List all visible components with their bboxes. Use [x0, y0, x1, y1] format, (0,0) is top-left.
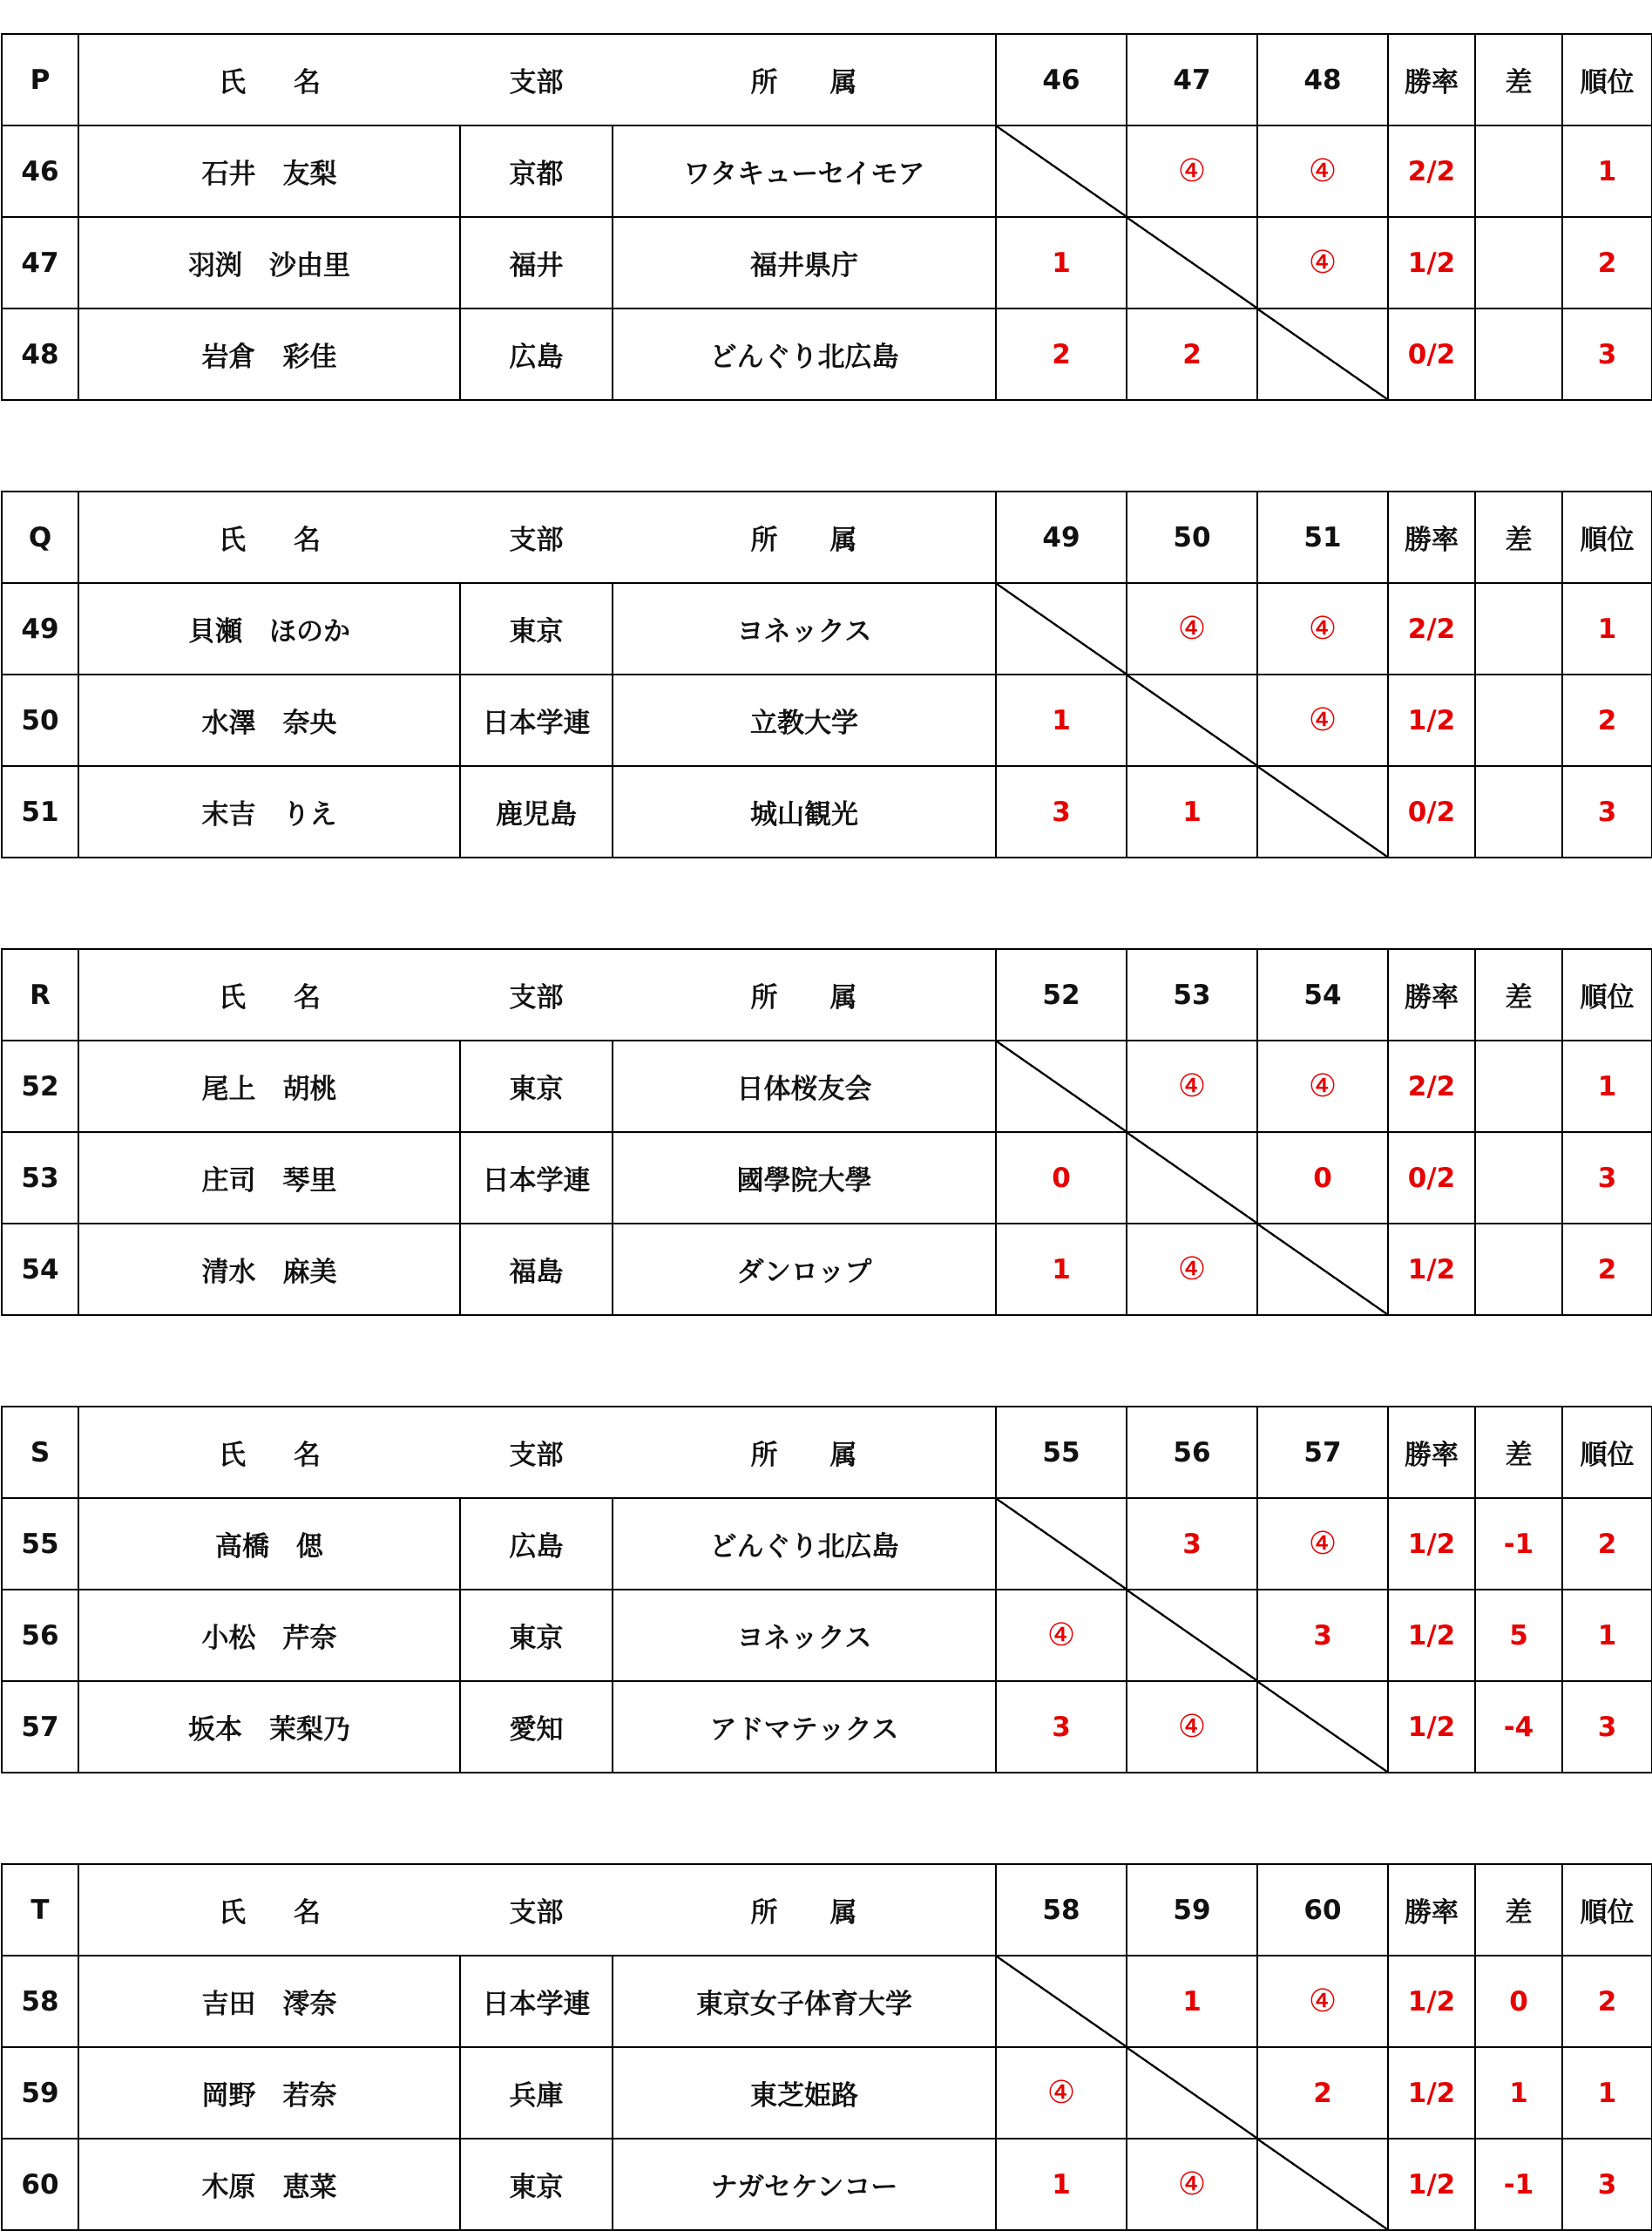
group-letter: P — [2, 34, 78, 125]
player-affiliation: ワタキューセイモア — [613, 125, 996, 217]
player-affiliation: どんぐり北広島 — [613, 1498, 996, 1590]
player-rank: 1 — [1562, 1041, 1652, 1132]
match-score: ④ — [1127, 2139, 1257, 2230]
player-affiliation: 東京女子体育大学 — [613, 1956, 996, 2047]
player-name: 貝瀬 ほのか — [78, 583, 460, 675]
player-branch: 日本学連 — [460, 1956, 613, 2047]
match-score: ④ — [1127, 1681, 1257, 1773]
player-branch: 鹿児島 — [460, 766, 613, 858]
player-branch: 福島 — [460, 1224, 613, 1315]
match-score: 1 — [996, 1224, 1127, 1315]
player-number: 51 — [2, 766, 78, 858]
player-rank: 1 — [1562, 125, 1652, 217]
header-win-rate: 勝率 — [1388, 1864, 1475, 1956]
player-row — [2, 1498, 1652, 1590]
player-number: 58 — [2, 1956, 78, 2047]
player-name: 尾上 胡桃 — [78, 1041, 460, 1132]
self-match-diagonal — [1127, 675, 1257, 766]
header-name-a: 氏 — [219, 525, 246, 556]
player-affiliation: ヨネックス — [613, 1590, 996, 1681]
match-score: 3 — [996, 1681, 1127, 1773]
match-score: 2 — [1257, 2047, 1388, 2139]
group-table-t — [1, 1863, 1652, 2231]
player-rank: 3 — [1562, 1132, 1652, 1224]
player-rank: 1 — [1562, 1590, 1652, 1681]
player-affiliation: 城山観光 — [613, 766, 996, 858]
player-number: 46 — [2, 125, 78, 217]
header-name-a: 氏 — [219, 1897, 246, 1929]
header-name-b: 名 — [294, 67, 321, 98]
player-rank: 3 — [1562, 1681, 1652, 1773]
match-score: ④ — [996, 2047, 1127, 2139]
player-point-diff — [1475, 583, 1562, 675]
player-number: 50 — [2, 675, 78, 766]
player-win-rate: 0/2 — [1388, 309, 1475, 400]
match-score: ④ — [1257, 1498, 1388, 1590]
match-score: 2 — [1127, 309, 1257, 400]
player-branch: 広島 — [460, 1498, 613, 1590]
match-score: ④ — [1257, 217, 1388, 309]
player-branch: 東京 — [460, 583, 613, 675]
player-name: 小松 芹奈 — [78, 1590, 460, 1681]
player-branch: 広島 — [460, 309, 613, 400]
header-row — [2, 34, 1652, 125]
self-match-diagonal — [996, 1498, 1127, 1590]
header-opponent-50: 50 — [1127, 492, 1257, 583]
player-rank: 3 — [1562, 309, 1652, 400]
header-branch: 支部 — [460, 1407, 613, 1498]
player-win-rate: 1/2 — [1388, 2139, 1475, 2230]
match-score: 3 — [1127, 1498, 1257, 1590]
header-row — [2, 949, 1652, 1041]
header-opponent-46: 46 — [996, 34, 1127, 125]
match-score: ④ — [1257, 1041, 1388, 1132]
player-row — [2, 1956, 1652, 2047]
group-letter: R — [2, 949, 78, 1041]
player-row — [2, 1132, 1652, 1224]
self-match-diagonal — [1257, 766, 1388, 858]
player-name: 高橋 偲 — [78, 1498, 460, 1590]
player-affiliation: 日体桜友会 — [613, 1041, 996, 1132]
player-win-rate: 1/2 — [1388, 1224, 1475, 1315]
player-number: 54 — [2, 1224, 78, 1315]
header-affil-a: 所 — [750, 1897, 778, 1929]
header-affiliation — [613, 1407, 996, 1498]
header-row — [2, 492, 1652, 583]
match-score: 1 — [996, 217, 1127, 309]
self-match-diagonal — [1257, 1224, 1388, 1315]
header-diff: 差 — [1475, 34, 1562, 125]
player-win-rate: 1/2 — [1388, 1498, 1475, 1590]
match-score: ④ — [1127, 583, 1257, 675]
header-branch: 支部 — [460, 949, 613, 1041]
group-table-r — [1, 948, 1652, 1316]
header-diff: 差 — [1475, 492, 1562, 583]
match-score: ④ — [1257, 125, 1388, 217]
player-branch: 東京 — [460, 2139, 613, 2230]
match-score: 3 — [996, 766, 1127, 858]
player-win-rate: 1/2 — [1388, 2047, 1475, 2139]
header-diff: 差 — [1475, 949, 1562, 1041]
header-name — [78, 492, 460, 583]
header-diff: 差 — [1475, 1407, 1562, 1498]
header-win-rate: 勝率 — [1388, 1407, 1475, 1498]
group-letter: T — [2, 1864, 78, 1956]
player-number: 55 — [2, 1498, 78, 1590]
self-match-diagonal — [1257, 2139, 1388, 2230]
header-name — [78, 1407, 460, 1498]
self-match-diagonal — [1127, 1590, 1257, 1681]
header-opponent-58: 58 — [996, 1864, 1127, 1956]
header-name — [78, 34, 460, 125]
header-affil-a: 所 — [750, 525, 778, 556]
player-point-diff: -4 — [1475, 1681, 1562, 1773]
player-rank: 1 — [1562, 2047, 1652, 2139]
player-row — [2, 583, 1652, 675]
player-win-rate: 2/2 — [1388, 1041, 1475, 1132]
header-opponent-59: 59 — [1127, 1864, 1257, 1956]
header-name-a: 氏 — [219, 67, 246, 98]
player-affiliation: 東芝姫路 — [613, 2047, 996, 2139]
player-win-rate: 1/2 — [1388, 675, 1475, 766]
self-match-diagonal — [1257, 309, 1388, 400]
header-opponent-51: 51 — [1257, 492, 1388, 583]
player-point-diff: -1 — [1475, 1498, 1562, 1590]
header-win-rate: 勝率 — [1388, 34, 1475, 125]
header-opponent-54: 54 — [1257, 949, 1388, 1041]
match-score: ④ — [1257, 675, 1388, 766]
group-table-p — [1, 33, 1652, 401]
header-name-a: 氏 — [219, 982, 246, 1014]
self-match-diagonal — [996, 1956, 1127, 2047]
match-score: ④ — [1127, 1224, 1257, 1315]
player-win-rate: 0/2 — [1388, 1132, 1475, 1224]
match-score: ④ — [1257, 1956, 1388, 2047]
header-name — [78, 949, 460, 1041]
player-win-rate: 1/2 — [1388, 217, 1475, 309]
player-affiliation: 國學院大學 — [613, 1132, 996, 1224]
group-letter: S — [2, 1407, 78, 1498]
player-number: 52 — [2, 1041, 78, 1132]
player-number: 57 — [2, 1681, 78, 1773]
player-row — [2, 309, 1652, 400]
player-number: 53 — [2, 1132, 78, 1224]
player-name: 清水 麻美 — [78, 1224, 460, 1315]
match-score: 1 — [1127, 1956, 1257, 2047]
group-letter: Q — [2, 492, 78, 583]
player-point-diff: 1 — [1475, 2047, 1562, 2139]
player-row — [2, 1224, 1652, 1315]
header-win-rate: 勝率 — [1388, 492, 1475, 583]
player-win-rate: 0/2 — [1388, 766, 1475, 858]
player-row — [2, 1590, 1652, 1681]
header-opponent-52: 52 — [996, 949, 1127, 1041]
player-point-diff: 5 — [1475, 1590, 1562, 1681]
player-row — [2, 766, 1652, 858]
header-affiliation — [613, 949, 996, 1041]
player-point-diff: -1 — [1475, 2139, 1562, 2230]
player-rank: 2 — [1562, 217, 1652, 309]
player-row — [2, 675, 1652, 766]
player-name: 木原 恵菜 — [78, 2139, 460, 2230]
header-rank: 順位 — [1562, 492, 1652, 583]
player-point-diff: 0 — [1475, 1956, 1562, 2047]
header-opponent-53: 53 — [1127, 949, 1257, 1041]
match-score: 3 — [1257, 1590, 1388, 1681]
player-rank: 2 — [1562, 1498, 1652, 1590]
match-score: 1 — [996, 2139, 1127, 2230]
header-affil-a: 所 — [750, 982, 778, 1014]
player-rank: 3 — [1562, 2139, 1652, 2230]
player-branch: 兵庫 — [460, 2047, 613, 2139]
player-affiliation: アドマテックス — [613, 1681, 996, 1773]
player-number: 48 — [2, 309, 78, 400]
player-name: 末吉 りえ — [78, 766, 460, 858]
header-affil-b: 属 — [829, 982, 857, 1014]
header-opponent-49: 49 — [996, 492, 1127, 583]
header-rank: 順位 — [1562, 34, 1652, 125]
header-opponent-57: 57 — [1257, 1407, 1388, 1498]
player-number: 49 — [2, 583, 78, 675]
header-affil-b: 属 — [829, 1897, 857, 1929]
player-point-diff — [1475, 675, 1562, 766]
player-point-diff — [1475, 217, 1562, 309]
header-branch: 支部 — [460, 492, 613, 583]
self-match-diagonal — [996, 583, 1127, 675]
player-affiliation: どんぐり北広島 — [613, 309, 996, 400]
group-table-s — [1, 1406, 1652, 1773]
header-affiliation — [613, 1864, 996, 1956]
header-win-rate: 勝率 — [1388, 949, 1475, 1041]
player-name: 羽渕 沙由里 — [78, 217, 460, 309]
header-affil-b: 属 — [829, 525, 857, 556]
player-row — [2, 1041, 1652, 1132]
header-name — [78, 1864, 460, 1956]
header-opponent-47: 47 — [1127, 34, 1257, 125]
player-row — [2, 2047, 1652, 2139]
header-opponent-60: 60 — [1257, 1864, 1388, 1956]
player-point-diff — [1475, 1132, 1562, 1224]
header-affiliation — [613, 34, 996, 125]
header-affil-b: 属 — [829, 1440, 857, 1471]
player-number: 56 — [2, 1590, 78, 1681]
header-name-a: 氏 — [219, 1440, 246, 1471]
player-point-diff — [1475, 766, 1562, 858]
header-name-b: 名 — [294, 1897, 321, 1929]
match-score: 0 — [996, 1132, 1127, 1224]
player-row — [2, 217, 1652, 309]
header-branch: 支部 — [460, 1864, 613, 1956]
player-branch: 日本学連 — [460, 1132, 613, 1224]
player-branch: 日本学連 — [460, 675, 613, 766]
header-opponent-56: 56 — [1127, 1407, 1257, 1498]
player-rank: 2 — [1562, 1956, 1652, 2047]
match-score: ④ — [1127, 125, 1257, 217]
header-name-b: 名 — [294, 1440, 321, 1471]
player-affiliation: ナガセケンコー — [613, 2139, 996, 2230]
player-branch: 福井 — [460, 217, 613, 309]
player-win-rate: 2/2 — [1388, 125, 1475, 217]
player-name: 岩倉 彩佳 — [78, 309, 460, 400]
header-branch: 支部 — [460, 34, 613, 125]
header-opponent-48: 48 — [1257, 34, 1388, 125]
header-diff: 差 — [1475, 1864, 1562, 1956]
player-number: 47 — [2, 217, 78, 309]
player-branch: 京都 — [460, 125, 613, 217]
header-affil-b: 属 — [829, 67, 857, 98]
header-affiliation — [613, 492, 996, 583]
player-point-diff — [1475, 1041, 1562, 1132]
player-branch: 東京 — [460, 1041, 613, 1132]
player-rank: 3 — [1562, 766, 1652, 858]
self-match-diagonal — [996, 125, 1127, 217]
player-affiliation: 福井県庁 — [613, 217, 996, 309]
match-score: ④ — [1127, 1041, 1257, 1132]
header-row — [2, 1407, 1652, 1498]
player-win-rate: 1/2 — [1388, 1590, 1475, 1681]
player-name: 水澤 奈央 — [78, 675, 460, 766]
header-rank: 順位 — [1562, 949, 1652, 1041]
player-row — [2, 1681, 1652, 1773]
match-score: 2 — [996, 309, 1127, 400]
player-name: 坂本 茉梨乃 — [78, 1681, 460, 1773]
header-affil-a: 所 — [750, 67, 778, 98]
player-win-rate: 2/2 — [1388, 583, 1475, 675]
self-match-diagonal — [1127, 1132, 1257, 1224]
player-name: 石井 友梨 — [78, 125, 460, 217]
header-rank: 順位 — [1562, 1864, 1652, 1956]
header-rank: 順位 — [1562, 1407, 1652, 1498]
self-match-diagonal — [1127, 217, 1257, 309]
player-affiliation: ダンロップ — [613, 1224, 996, 1315]
player-row — [2, 2139, 1652, 2230]
player-point-diff — [1475, 1224, 1562, 1315]
player-rank: 1 — [1562, 583, 1652, 675]
group-table-q — [1, 491, 1652, 858]
player-win-rate: 1/2 — [1388, 1681, 1475, 1773]
player-branch: 東京 — [460, 1590, 613, 1681]
self-match-diagonal — [1127, 2047, 1257, 2139]
match-score: 1 — [996, 675, 1127, 766]
player-rank: 2 — [1562, 675, 1652, 766]
match-score: 1 — [1127, 766, 1257, 858]
player-win-rate: 1/2 — [1388, 1956, 1475, 2047]
player-point-diff — [1475, 125, 1562, 217]
header-name-b: 名 — [294, 982, 321, 1014]
player-affiliation: 立教大学 — [613, 675, 996, 766]
match-score: ④ — [996, 1590, 1127, 1681]
player-name: 岡野 若奈 — [78, 2047, 460, 2139]
self-match-diagonal — [1257, 1681, 1388, 1773]
player-name: 吉田 澪奈 — [78, 1956, 460, 2047]
header-affil-a: 所 — [750, 1440, 778, 1471]
player-branch: 愛知 — [460, 1681, 613, 1773]
header-opponent-55: 55 — [996, 1407, 1127, 1498]
player-affiliation: ヨネックス — [613, 583, 996, 675]
player-rank: 2 — [1562, 1224, 1652, 1315]
player-number: 60 — [2, 2139, 78, 2230]
match-score: 0 — [1257, 1132, 1388, 1224]
player-row — [2, 125, 1652, 217]
match-score: ④ — [1257, 583, 1388, 675]
player-name: 庄司 琴里 — [78, 1132, 460, 1224]
self-match-diagonal — [996, 1041, 1127, 1132]
player-point-diff — [1475, 309, 1562, 400]
header-row — [2, 1864, 1652, 1956]
player-number: 59 — [2, 2047, 78, 2139]
header-name-b: 名 — [294, 525, 321, 556]
